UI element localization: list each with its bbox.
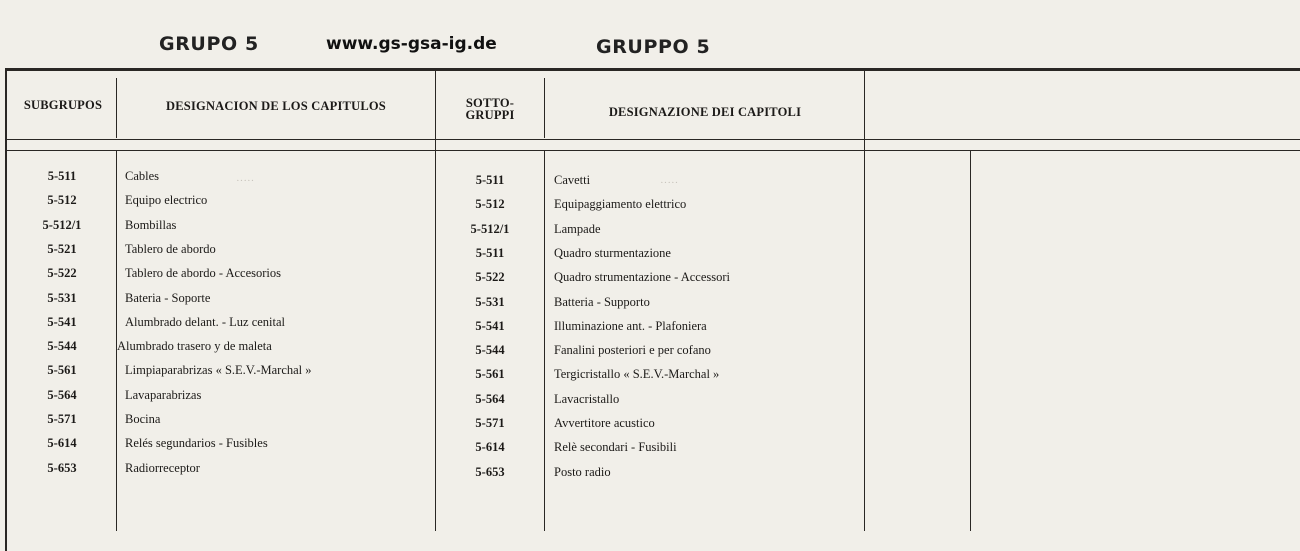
group-title-spanish: GRUPO 5	[159, 33, 259, 55]
bleed-through-text: ·····	[236, 175, 255, 187]
spanish-row-code: 5-653	[47, 460, 77, 475]
italian-row-description: Cavetti	[554, 173, 591, 187]
italian-row-description: Quadro sturmentazione	[554, 245, 671, 260]
header-divider-double	[5, 150, 1300, 151]
italian-row-description: Tergicristallo « S.E.V.-Marchal »	[554, 367, 720, 382]
italian-row-description: Quadro strumentazione - Accessori	[554, 270, 730, 285]
spanish-row-description: Alumbrado delant. - Luz cenital	[125, 314, 286, 329]
italian-row-code: 5-522	[475, 270, 505, 285]
italian-row-description: Illuminazione ant. - Plafoniera	[554, 318, 707, 333]
italian-row-description: Fanalini posteriori e per cofano	[554, 343, 711, 358]
spanish-row-description: Radiorreceptor	[125, 460, 200, 475]
italian-row-code: 5-564	[475, 391, 505, 406]
spanish-row-description: Equipo electrico	[125, 193, 208, 208]
italian-row-code: 5-512	[475, 197, 505, 212]
italian-row-code: 5-531	[475, 294, 505, 309]
column-divider	[435, 71, 436, 531]
spanish-row-code: 5-564	[47, 387, 77, 402]
italian-row-code: 5-541	[475, 318, 505, 333]
spanish-row-code: 5-531	[47, 290, 77, 305]
header-divider	[5, 139, 1300, 140]
spanish-row-description: Tablero de abordo - Accesorios	[125, 266, 282, 281]
spanish-row-code: 5-512	[47, 193, 77, 208]
spanish-row-description: Bateria - Soporte	[125, 290, 211, 305]
italian-row-code: 5-512/1	[470, 221, 510, 236]
column-divider	[544, 151, 545, 531]
spanish-row-description: Bombillas	[125, 217, 177, 232]
spanish-row-code: 5-544	[47, 339, 77, 354]
spanish-row-description: Lavaparabrizas	[125, 387, 202, 402]
spanish-row-code: 5-561	[47, 363, 77, 378]
italian-row-description: Posto radio	[554, 464, 611, 479]
column-divider	[544, 78, 545, 138]
spanish-row-description: Cables	[125, 169, 160, 183]
italian-row-code: 5-544	[475, 343, 505, 358]
spanish-row-code: 5-571	[47, 412, 77, 426]
column-header-spanish-designation: DESIGNACION DE LOS CAPITULOS	[166, 99, 386, 113]
column-divider	[116, 78, 117, 138]
spanish-row-code: 5-521	[47, 241, 77, 256]
italian-row-code: 5-614	[475, 440, 505, 455]
spanish-row-code: 5-541	[47, 314, 77, 329]
italian-row-description: Batteria - Supporto	[554, 294, 650, 309]
italian-row-description: Lampade	[554, 221, 601, 236]
italian-row-code: 5-561	[475, 367, 505, 382]
italian-row-description: Equipaggiamento elettrico	[554, 197, 687, 212]
spanish-row-description: Alumbrado trasero y de maleta	[117, 339, 272, 354]
italian-row-description: Lavacristallo	[554, 391, 620, 406]
column-header-italian-designation: DESIGNAZIONE DEI CAPITOLI	[608, 105, 802, 119]
column-header-italian-subgroups: SOTTO- GRUPPI	[465, 96, 515, 122]
table-frame	[5, 68, 1300, 551]
spanish-row-description: Tablero de abordo	[125, 241, 216, 256]
spanish-row-code: 5-511	[47, 169, 77, 183]
italian-row-code: 5-511	[475, 245, 505, 260]
italian-row-code: 5-571	[475, 416, 505, 430]
bleed-through-text: ·····	[660, 177, 679, 189]
italian-row-code: 5-653	[475, 464, 505, 479]
spanish-row-description: Limpiaparabrizas « S.E.V.-Marchal »	[125, 363, 312, 378]
column-divider	[864, 71, 865, 531]
spanish-row-code: 5-522	[47, 266, 77, 281]
spanish-row-code: 5-614	[47, 436, 77, 451]
spanish-row-code: 5-512/1	[42, 217, 82, 232]
italian-row-description: Relè secondari - Fusibili	[554, 440, 677, 455]
spanish-row-description: Relés segundarios - Fusibles	[125, 436, 268, 451]
column-divider	[970, 151, 971, 531]
italian-row-code: 5-511	[475, 173, 505, 187]
italian-row-description: Avvertitore acustico	[554, 416, 655, 430]
column-header-subgroups: SUBGRUPOS	[23, 98, 103, 112]
spanish-row-description: Bocina	[125, 412, 161, 426]
group-title-italian: GRUPPO 5	[596, 36, 711, 58]
website-watermark: www.gs-gsa-ig.de	[326, 34, 497, 54]
